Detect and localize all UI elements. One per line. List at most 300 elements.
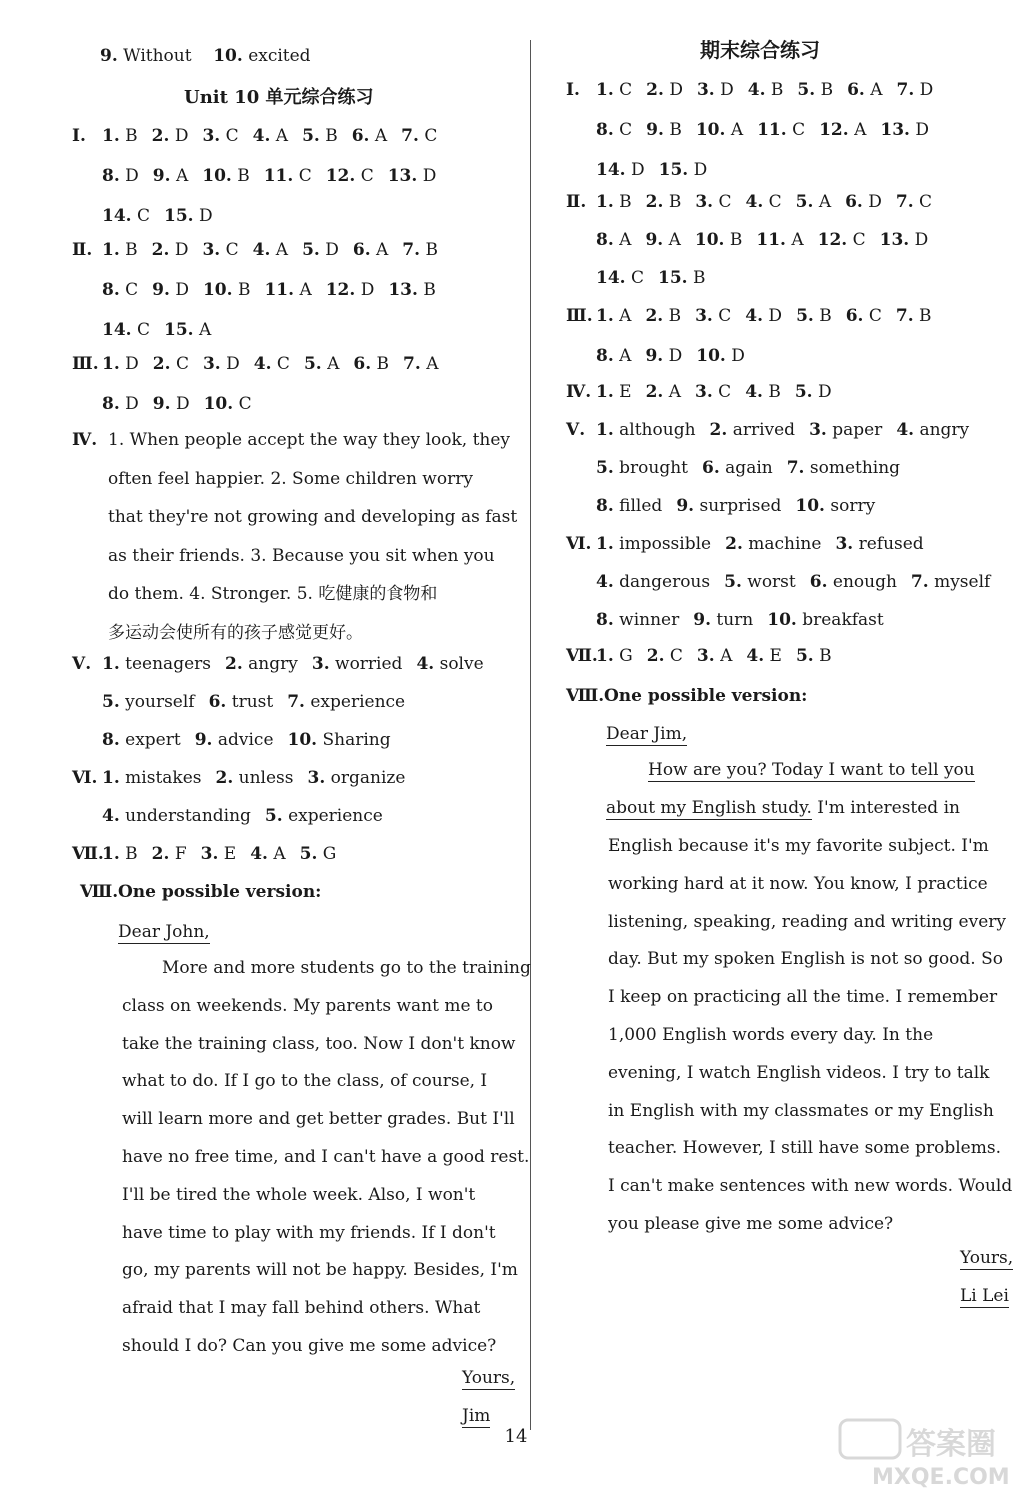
answer-item [596,494,662,518]
answer-item [897,78,934,102]
answer-number: 12. [817,230,848,250]
answer-number: 2. [151,240,170,260]
answer-number: 3. [202,240,221,260]
answer-value: D [768,306,783,326]
answer-number: 14. [596,268,626,288]
text-line: listening, speaking, reading and writing every [608,911,1007,932]
answer-value: D [325,240,339,260]
answer-value: turn [716,610,754,630]
answer-item [254,352,290,376]
answer-item [596,570,710,594]
answer-item [102,352,139,376]
answer-item [809,418,882,442]
answer-number: 9. [152,166,171,186]
answer-value: D [198,206,213,226]
answer-item [203,352,240,376]
answer-value: B [819,306,832,326]
answer-item [416,652,483,676]
answer-number: 8. [102,166,120,186]
answer-item [846,304,882,328]
answer-number: 6. [845,192,863,212]
answer-value: enough [832,572,897,592]
answer-item [102,124,138,148]
answer-number: 2. [645,382,664,402]
essay-line-1: How are you? Today I want to tell you [648,760,975,780]
answer-item [756,228,803,252]
answer-number: 5. [302,240,320,260]
answer-value: C [768,192,782,212]
answer-number: 2. [645,192,664,212]
answer-number: 5. [264,806,283,826]
answer-value: B [237,166,250,186]
answer-value: B [125,844,138,864]
answer-value: A [275,240,289,260]
answer-number: 6. [809,572,828,592]
answer-number: 9. [676,496,695,516]
answer-number: 2. [151,126,170,146]
answer-number: 5. [794,382,813,402]
page-number: 14 [504,1426,528,1447]
answer-value: B [819,646,832,666]
answer-number: 15. [658,268,688,288]
answer-value: G [619,646,633,666]
answer-item [767,608,883,632]
answer-row [596,532,938,556]
answer-value: A [619,346,632,366]
section-label: Ⅲ. [566,306,593,326]
answer-row [596,608,898,632]
answer-row [102,124,451,148]
answer-item [300,842,337,866]
text-line: I'll be tired the whole week. Also, I won't [122,1184,476,1205]
answer-value: arrived [732,420,796,440]
answer-item [353,238,388,262]
answer-row [596,644,846,668]
answer-number: 13. [880,120,910,140]
answer-value: D [174,240,189,260]
answer-value: B [423,280,436,300]
answer-number: 3. [809,420,827,440]
answer-row [596,494,889,518]
answer-number: 8. [596,120,614,140]
answer-number: 10. [202,166,232,186]
answer-number: 14. [596,160,626,180]
answer-value: F [174,844,187,864]
answer-number: 7. [896,80,915,100]
text-line: More and more students go to the training [162,958,531,978]
answer-value: sorry [830,496,876,516]
answer-item [596,304,631,328]
answer-item [264,164,312,188]
answer-number: 5. [797,80,816,100]
answer-value: A [619,230,632,250]
watermark-text: MXQE.COM [872,1465,1010,1490]
answer-value: trust [231,692,274,712]
answer-item [102,392,139,416]
answer-value: A [275,126,289,146]
answer-number: 5. [102,692,120,712]
answer-value: paper [832,420,883,440]
answer-item [697,78,734,102]
answer-value: A [299,280,312,300]
answer-value: again [725,458,773,478]
answer-number: 1. [102,354,120,374]
answer-value: C [619,120,633,140]
answer-value: mistakes [125,768,202,788]
text-line: evening, I watch English videos. I try to talk [608,1062,990,1083]
answer-value: A [854,120,867,140]
answer-item [102,318,150,342]
answer-value: C [792,120,806,140]
answer-value: A [870,80,883,100]
answer-number: 11. [756,230,786,250]
answer-number: 9. [152,394,171,414]
answer-value: worried [335,654,403,674]
essay-closing: Yours, [960,1248,1014,1268]
answer-item [880,118,929,142]
column-divider [530,40,531,1430]
answer-item [796,304,832,328]
answer-item [596,190,632,214]
answer-value: expert [125,730,181,750]
answer-number: 4. [896,420,915,440]
answer-number: 11. [264,280,295,300]
answer-value: B [125,126,138,146]
answer-value: D [818,382,832,402]
answer-value: E [223,844,237,864]
answer-number: 5. [596,458,614,478]
answer-number: 4. [252,126,271,146]
answer-item [312,652,403,676]
answer-number: 1. [102,240,120,260]
answer-number: 10. [694,230,725,250]
answer-value: B [669,120,682,140]
answer-item [659,158,708,182]
answer-number: 4. [745,192,764,212]
answer-value: B [820,80,834,100]
answer-item [596,644,633,668]
answer-item [647,644,683,668]
section-label: Ⅷ. [80,882,119,902]
essay-closing: Yours, [462,1368,516,1388]
answer-number: 14. [102,206,132,226]
answer-item [287,690,405,714]
answer-number: 10. [203,394,234,414]
answer-item [596,266,644,290]
answer-item [388,278,435,302]
answer-row [596,228,942,252]
answer-item [596,78,632,102]
text-line: take the training class, too. Now I don't know [122,1033,516,1054]
answer-number: 5. [724,572,742,592]
answer-number: 9. [646,120,664,140]
answer-number: 1. [596,646,614,666]
essay-line-2: about my English study. I'm interested in [606,798,960,818]
answer-item [326,278,375,302]
answer-item [152,278,189,302]
answer-item [676,494,781,518]
answer-number: 5. [299,844,318,864]
answer-number: 6. [847,80,865,100]
answer-value: D [868,192,882,212]
answer-item [202,164,249,188]
answer-value: E [619,382,632,402]
answer-number: 2. [215,768,234,788]
answer-number: 8. [102,280,120,300]
answer-item [201,842,237,866]
answer-value: D [360,280,375,300]
answer-value: unless [238,768,294,788]
answer-value: filled [619,496,663,516]
answer-number: 2. [645,306,664,326]
answer-item [209,690,274,714]
text-line: 多运动会使所有的孩子感觉更好。 [108,622,363,643]
answer-value: B [768,382,781,402]
answer-value: angry [248,654,298,674]
answer-value: D [731,346,745,366]
answer-number: 8. [596,346,614,366]
answer-number: 1. [596,306,614,326]
answer-item [896,304,932,328]
answer-value: experience [288,806,383,826]
answer-item [302,124,338,148]
essay-signature: Jim [462,1406,491,1426]
answer-item [745,190,781,214]
answer-item [746,644,782,668]
section-label: Ⅰ. [566,80,580,100]
answer-value: B [425,240,438,260]
answer-item [757,118,805,142]
answer-row [596,304,946,328]
answer-item [819,118,866,142]
answer-item [596,380,632,404]
answer-number: 1. [102,844,120,864]
answer-value: C [630,268,644,288]
answer-number: 6. [351,126,370,146]
text-line: I can't make sentences with new words. Would [608,1176,1013,1197]
answer-number: 12. [819,120,849,140]
answer-item [308,766,406,790]
answer-number: 15. [164,206,194,226]
answer-item [796,644,832,668]
answer-item [102,728,181,752]
answer-item [225,652,298,676]
answer-number: 11. [757,120,787,140]
answer-item [596,418,696,442]
section-label: Ⅱ. [72,240,93,260]
answer-value: E [769,646,782,666]
answer-item [911,570,990,594]
answer-number: 9. [693,610,711,630]
answer-row [102,804,397,828]
answer-number: 7. [287,692,305,712]
answer-value: A [198,320,212,340]
answer-item [745,304,782,328]
answer-item [304,352,339,376]
answer-value: D [226,354,240,374]
answer-value: A [327,354,340,374]
answer-number: 7. [403,354,421,374]
answer-item [818,228,866,252]
answer-row [596,344,759,368]
answer-number: 3. [200,844,219,864]
answer-value: D [668,346,683,366]
answer-number: 2. [151,844,170,864]
answer-item [596,456,688,480]
watermark-logo [836,1414,1026,1490]
answer-value: solve [439,654,484,674]
answer-value: worst [747,572,796,592]
answer-number: 7. [910,572,929,592]
answer-item [880,228,929,252]
answer-value: B [668,306,682,326]
answer-number: 15. [658,160,689,180]
answer-number: 4. [252,240,271,260]
answer-number: 4. [596,572,614,592]
answer-item [695,304,731,328]
answer-number: 7. [786,458,805,478]
answer-number: 3. [307,768,326,788]
answer-item [102,766,202,790]
answer-item [102,842,138,866]
answer-value: B [668,192,682,212]
answer-number: 5. [795,192,814,212]
answer-item [745,380,781,404]
answer-number: 10. [767,610,797,630]
answer-item [153,164,188,188]
text-line: class on weekends. My parents want me to [122,995,493,1016]
answer-item [152,842,187,866]
answer-value: breakfast [802,610,884,630]
answer-item [596,344,631,368]
answer-number: 5. [796,306,814,326]
answer-value: winner [619,610,680,630]
answer-value: C [868,306,882,326]
answer-number: 4. [745,382,763,402]
answer-value: organize [330,768,406,788]
answer-item [702,456,773,480]
answer-row [596,78,947,102]
text-line: do them. 4. Stronger. 5. 吃健康的食物和 [108,584,438,604]
answer-item [153,352,189,376]
answer-number: 1. [596,420,614,440]
answer-row [596,456,914,480]
answer-value: C [298,166,312,186]
answer-number: 12. [325,280,356,300]
answer-item [102,804,251,828]
answer-row [102,766,419,790]
section-label: Ⅰ. [72,126,86,146]
answer-item [253,124,288,148]
answer-number: 1. [596,534,614,554]
answer-number: 9. [645,346,664,366]
answer-number: 15. [164,320,194,340]
answer-number: 6. [845,306,864,326]
answer-value: B [692,268,706,288]
answer-number: 6. [353,354,372,374]
answer-value: C [238,394,252,414]
answer-item [353,352,389,376]
answer-item [102,690,195,714]
answer-row [102,392,266,416]
answer-number: 9. [194,730,213,750]
answer-item [250,842,285,866]
answer-value: D [720,80,734,100]
answer-number: 9. [645,230,664,250]
answer-item [202,124,238,148]
answer-value: dangerous [619,572,711,592]
answer-item [748,78,784,102]
answer-number: 7. [402,240,421,260]
answer-item [896,418,969,442]
answer-value: D [693,160,708,180]
answer-number: 3. [835,534,854,554]
answer-value: A [730,120,744,140]
answer-value: A [376,240,389,260]
answer-value: angry [919,420,970,440]
answer-row [596,418,983,442]
answer-number: 4. [746,646,765,666]
section-label: Ⅳ. [566,382,592,402]
answer-number: 1. [102,768,120,788]
answer-number: 1. [596,382,614,402]
answer-value: A [619,306,632,326]
answer-number: 13. [879,230,910,250]
section-label: Ⅵ. [72,768,98,788]
answer-value: A [374,126,388,146]
section-label: Ⅷ. [566,686,605,706]
essay-heading: One possible version: [604,686,808,706]
answer-value: D [914,230,929,250]
answer-item [847,78,882,102]
text-line: should I do? Can you give me some advice? [122,1336,497,1356]
answer-item [153,392,190,416]
section-label: Ⅵ. [566,534,592,554]
answer-item [288,728,391,752]
answer-item [216,766,294,790]
text-line: I keep on practicing all the time. I remember [608,987,998,1008]
answer-value: although [619,420,696,440]
answer-value: D [919,80,934,100]
text-line: 1,000 English words every day. In the [608,1025,934,1045]
answer-value: understanding [125,806,251,826]
answer-value: D [422,166,437,186]
answer-value: D [174,126,189,146]
answer-item [796,190,831,214]
answer-item [645,304,681,328]
answer-row [596,380,846,404]
answer-item [795,380,832,404]
answer-number: 8. [102,730,120,750]
answer-item [102,238,138,262]
answer-item [645,228,680,252]
answer-value: impossible [619,534,712,554]
answer-number: 9. [152,280,170,300]
answer-number: 7. [401,126,419,146]
answer-item [326,164,374,188]
answer-number: 10. [287,730,318,750]
answer-number: 5. [795,646,814,666]
answer-number: 10. [795,496,825,516]
answer-value: C [852,230,866,250]
answer-row [102,652,498,676]
answer-value: C [175,354,189,374]
answer-value: D [630,160,645,180]
answer-row [596,190,946,214]
answer-row [102,728,405,752]
text-line: English because it's my favorite subject. I'm [608,836,989,856]
text-line: day. But my spoken English is not so good. So [608,949,1003,970]
